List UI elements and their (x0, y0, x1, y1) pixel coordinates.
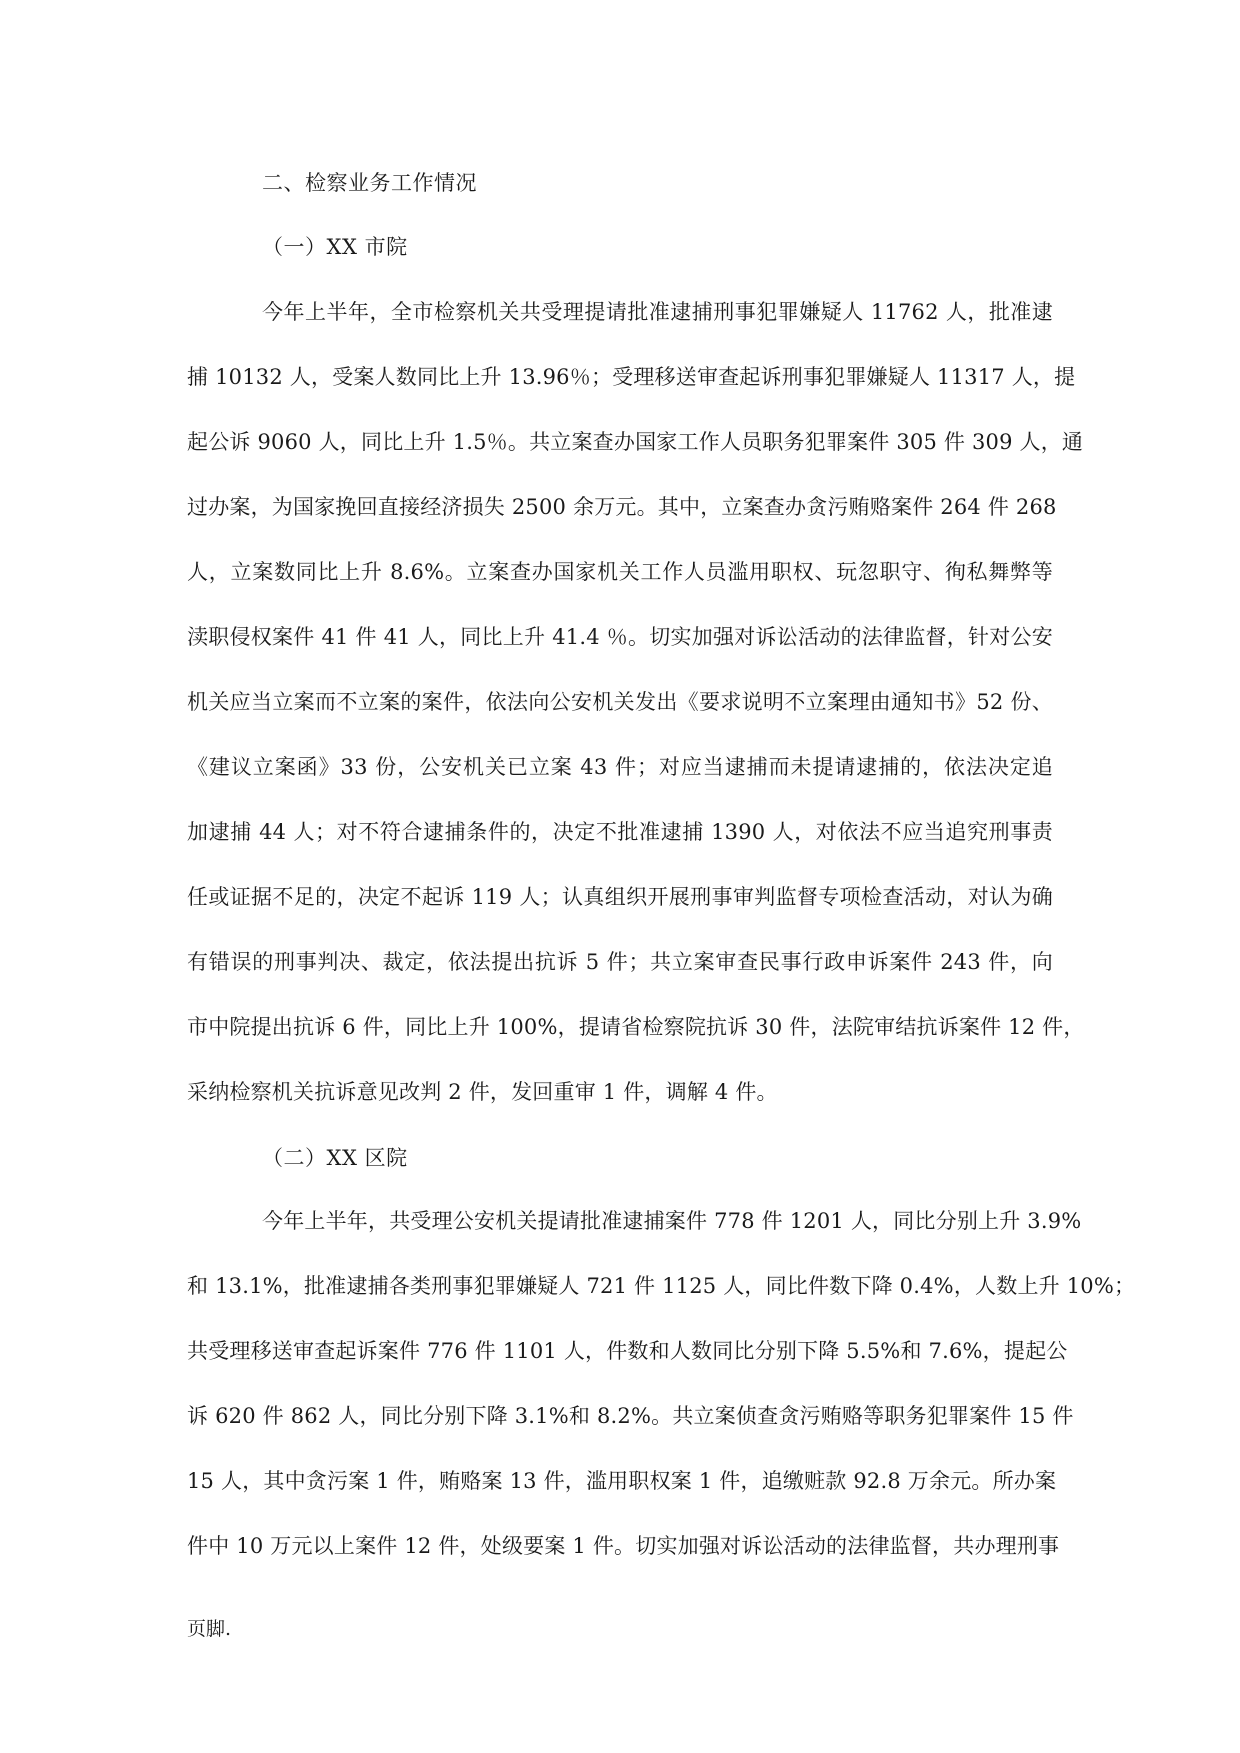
paragraph-line: 《建议立案函》33 份，公安机关已立案 43 件；对应当逮捕而未提请逮捕的，依法决定追 (187, 755, 1053, 779)
paragraph-line: 今年上半年，共受理公安机关提请批准逮捕案件 778 件 1201 人，同比分别上升 3.9% (262, 1209, 1082, 1233)
paragraph-line: 有错误的刑事判决、裁定，依法提出抗诉 5 件；共立案审查民事行政申诉案件 243 件，向 (187, 950, 1053, 974)
paragraph-line: 共受理移送审查起诉案件 776 件 1101 人，件数和人数同比分别下降 5.5%和 7.6%，提起公 (187, 1339, 1068, 1363)
paragraph-city (187, 292, 1085, 1137)
paragraph-line: 今年上半年，全市检察机关共受理提请批准逮捕刑事犯罪嫌疑人 11762 人，批准逮 (262, 300, 1053, 324)
paragraph-line: 起公诉 9060 人，同比上升 1.5％。共立案查办国家工作人员职务犯罪案件 305 件 309 人，通 (187, 430, 1084, 454)
paragraph-line: 市中院提出抗诉 6 件，同比上升 100%，提请省检察院抗诉 30 件，法院审结抗诉案件 12 件， (187, 1015, 1085, 1039)
paragraph-line: 渎职侵权案件 41 件 41 人，同比上升 41.4 ％。切实加强对诉讼活动的法律监督，针对公安 (187, 625, 1053, 649)
paragraph-line: 人，立案数同比上升 8.6%。立案查办国家机关工作人员滥用职权、玩忽职守、徇私舞弊等 (187, 560, 1053, 584)
section-title: 二、检察业务工作情况 (262, 171, 477, 195)
paragraph-line: 诉 620 件 862 人，同比分别下降 3.1%和 8.2%。共立案侦查贪污贿赂等职务犯罪案件 15 件 (187, 1404, 1074, 1428)
paragraph-line: 加逮捕 44 人；对不符合逮捕条件的，决定不批准逮捕 1390 人，对依法不应当追究刑事责 (187, 820, 1053, 844)
paragraph-line: 15 人，其中贪污案 1 件，贿赂案 13 件，滥用职权案 1 件，追缴赃款 92.8 万余元。所办案 (187, 1469, 1057, 1493)
subsection-title-district: （二）XX 区院 (262, 1146, 408, 1170)
paragraph-line: 过办案，为国家挽回直接经济损失 2500 余万元。其中，立案查办贪污贿赂案件 264 件 268 (187, 495, 1057, 519)
paragraph-line: 件中 10 万元以上案件 12 件，处级要案 1 件。切实加强对诉讼活动的法律监督，共办理刑事 (187, 1534, 1060, 1558)
paragraph-line: 任或证据不足的，决定不起诉 119 人；认真组织开展刑事审判监督专项检查活动，对认为确 (187, 885, 1053, 909)
subsection-title-city: （一）XX 市院 (262, 235, 408, 259)
paragraph-line: 和 13.1%，批准逮捕各类刑事犯罪嫌疑人 721 件 1125 人，同比件数下降 0.4%，人数上升 10%； (187, 1274, 1136, 1298)
paragraph-line: 采纳检察机关抗诉意见改判 2 件，发回重审 1 件，调解 4 件。 (187, 1080, 778, 1104)
page-footer: 页脚. (187, 1618, 232, 1640)
paragraph-line: 机关应当立案而不立案的案件，依法向公安机关发出《要求说明不立案理由通知书》52 份、 (187, 690, 1053, 714)
paragraph-district (187, 1201, 1136, 1591)
paragraph-line: 捕 10132 人，受案人数同比上升 13.96％；受理移送审查起诉刑事犯罪嫌疑人 11317 人，提 (187, 365, 1076, 389)
